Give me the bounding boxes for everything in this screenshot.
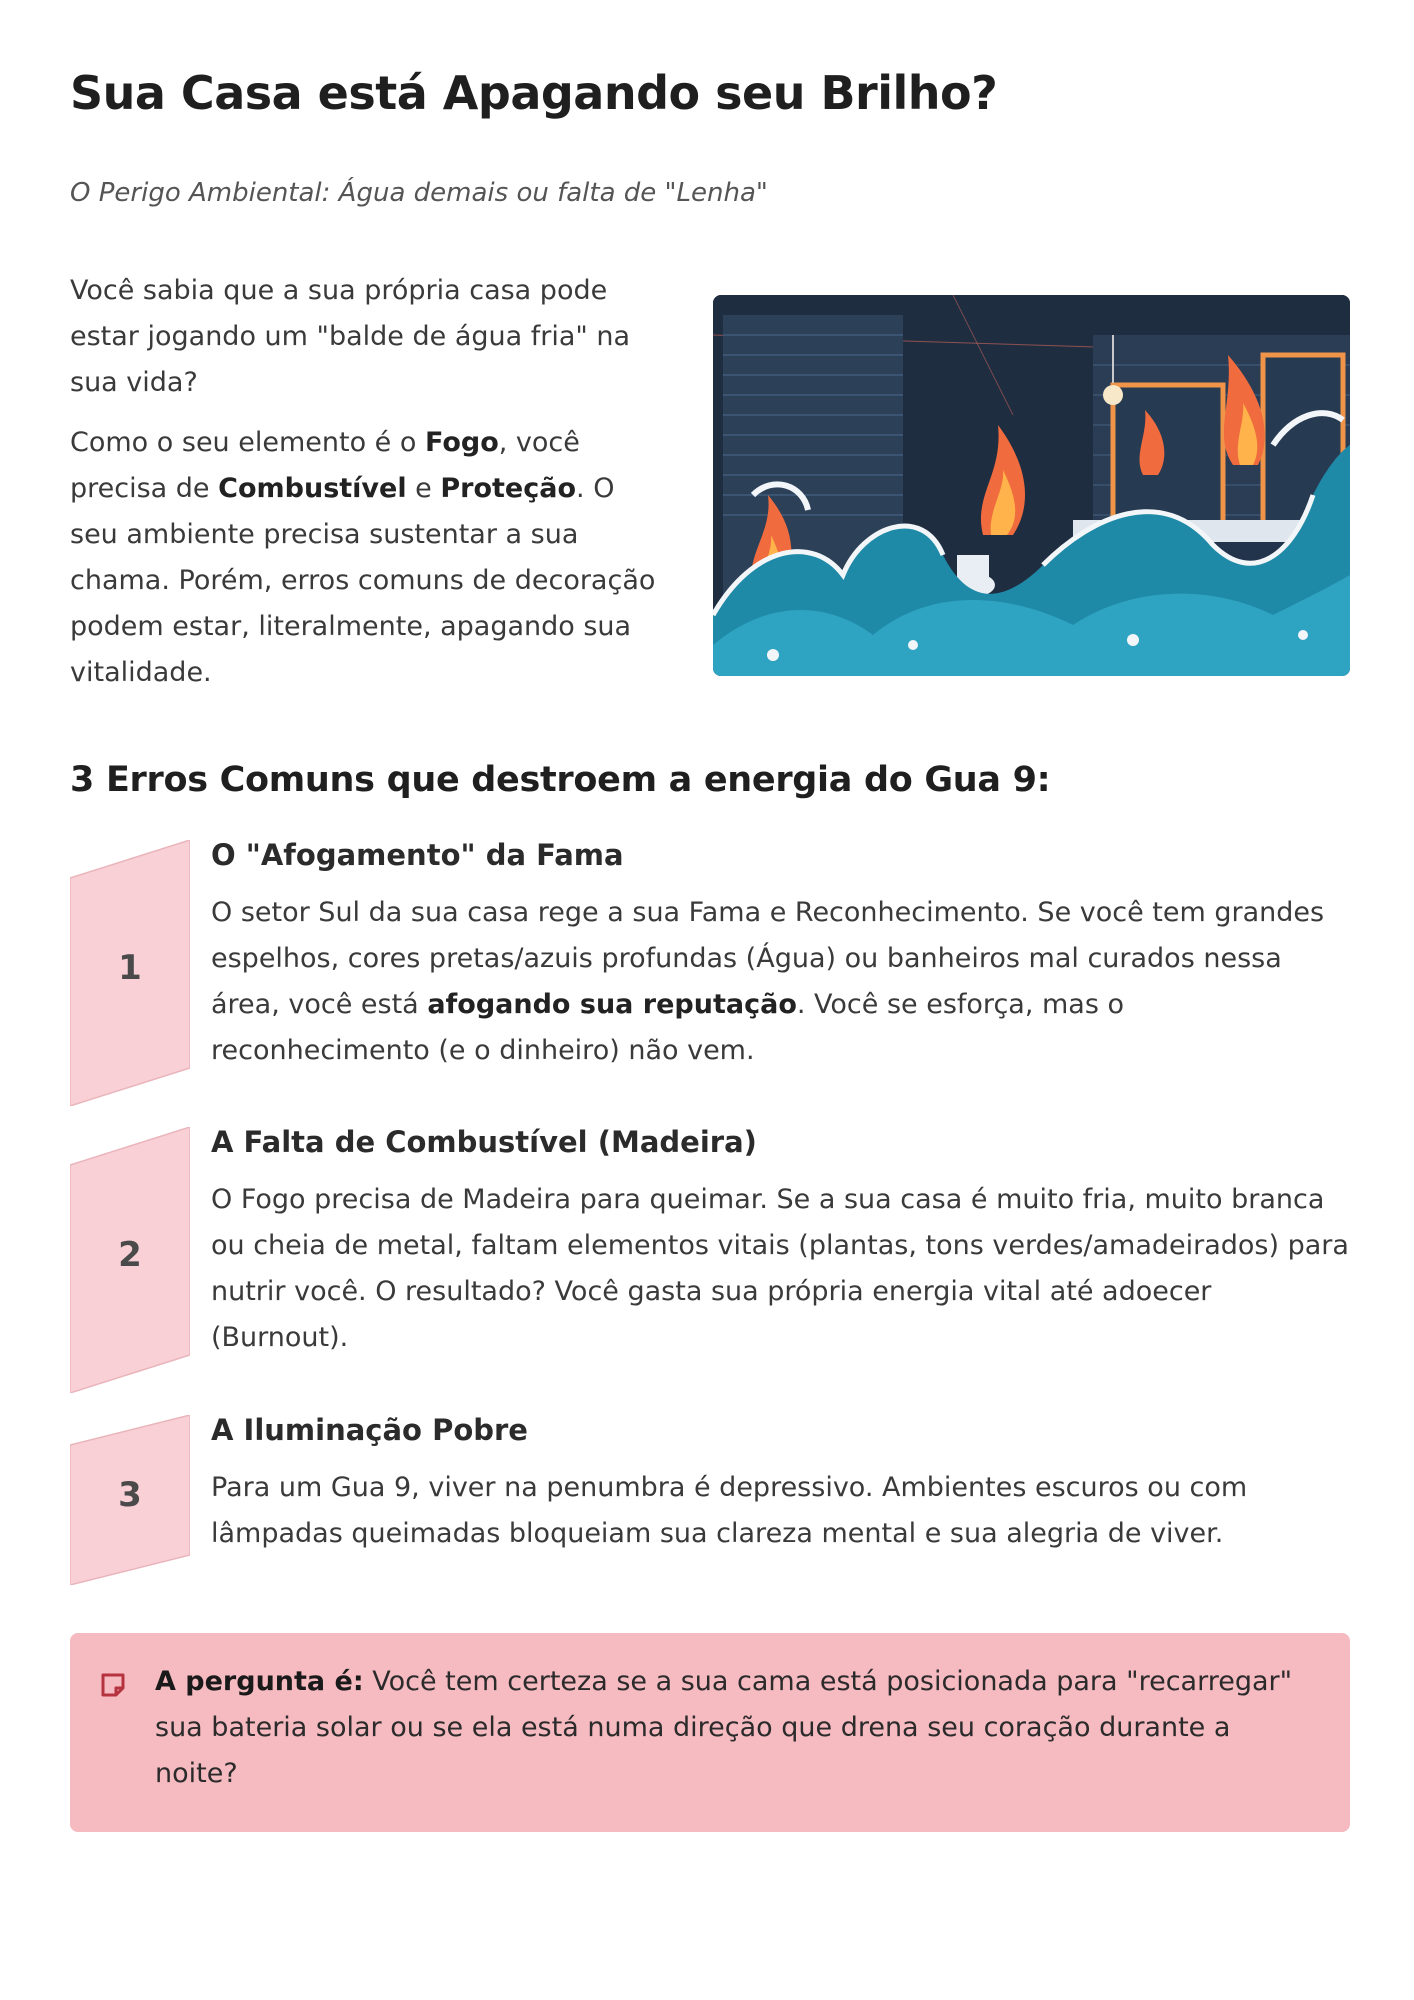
question-label: A pergunta é: [155,1666,364,1697]
error-title: A Falta de Combustível (Madeira) [211,1125,757,1159]
error-number: 1 [118,948,142,988]
intro-text-segment: Como o seu elemento é o [70,427,425,458]
page-subtitle: O Perigo Ambiental: Água demais ou falta de "Lenha" [70,178,768,208]
error-title: O "Afogamento" da Fama [211,838,624,872]
question-text [155,1659,1305,1797]
error-number: 2 [118,1235,142,1275]
error-body-text: O setor Sul da sua casa rege a sua Fama e Reconhecimento. Se você tem grandes espelhos, cores pretas/azuis profundas (Água) ou banheiros mal curados nessa área, você está [211,897,1325,1020]
intro-paragraph-2 [70,420,670,696]
page-title: Sua Casa está Apagando seu Brilho? [70,66,998,120]
error-title: A Iluminação Pobre [211,1413,528,1447]
intro-text-segment: . O seu ambiente precisa sustentar a sua chama. Porém, erros comuns de decoração podem estar, literalmente, apagando sua vitalidade. [70,473,656,688]
intro-paragraph-1: Você sabia que a sua própria casa pode estar jogando um "balde de água fria" na sua vida? [70,275,631,398]
intro-bold-combustivel: Combustível [218,473,407,504]
error-item-2 [70,1125,1350,1395]
hero-illustration [713,295,1350,676]
error-body [211,890,1351,1074]
error-number: 3 [118,1475,142,1515]
error-item-3 [70,1413,1350,1588]
sticky-note-icon [100,1672,126,1698]
intro-text-segment: e [406,473,441,504]
question-callout [70,1633,1350,1832]
intro-text [70,268,670,710]
error-body: Para um Gua 9, viver na penumbra é depressivo. Ambientes escuros ou com lâmpadas queimadas bloqueiam sua clareza mental e sua alegria de viver. [211,1472,1248,1549]
section-heading: 3 Erros Comuns que destroem a energia do Gua 9: [70,760,1051,800]
error-body-text: . Você se esforça, mas o reconhecimento (e o dinheiro) não vem. [211,989,1125,1066]
intro-text-segment: , você precisa de [70,427,580,504]
intro-bold-fogo: Fogo [424,427,499,458]
bathroom-waves-flames-illustration [713,295,1350,676]
error-body-bold: afogando sua reputação [427,989,797,1020]
error-body: O Fogo precisa de Madeira para queimar. Se a sua casa é muito fria, muito branca ou cheia de metal, faltam elementos vitais (plantas, tons verdes/amadeirados) para nutrir você. O resultado? Você gasta sua própria energia vital até adoecer (Burnout). [211,1184,1349,1353]
question-body: Você tem certeza se a sua cama está posicionada para "recarregar" sua bateria solar ou se ela está numa direção que drena seu coração durante a noite? [155,1666,1293,1789]
intro-bold-protecao: Proteção [440,473,577,504]
error-item-1 [70,838,1350,1108]
